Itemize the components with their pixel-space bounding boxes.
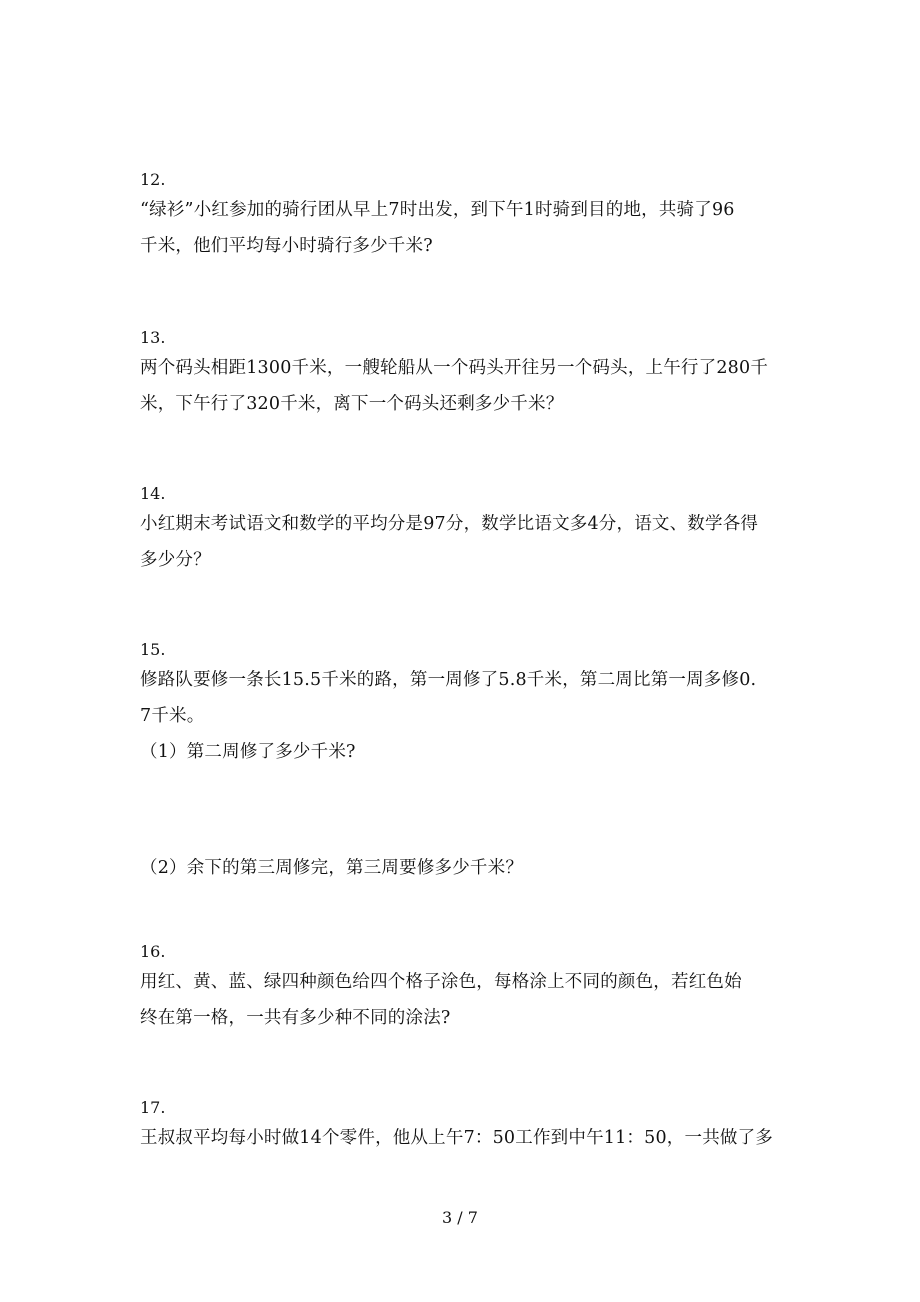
question-number: 12. — [140, 170, 166, 189]
question-text-line: 用红、黄、蓝、绿四种颜色给四个格子涂色，每格涂上不同的颜色，若红色始 — [140, 972, 742, 992]
question-16 — [140, 940, 780, 1036]
page-indicator: 3 / 7 — [442, 1208, 478, 1227]
question-12 — [140, 168, 780, 264]
question-text-line: 终在第一格，一共有多少种不同的涂法? — [140, 1008, 451, 1028]
question-text-line: 多少分？ — [140, 550, 211, 570]
sub-question-2-block — [140, 850, 780, 886]
question-text-line: 小红期末考试语文和数学的平均分是97分，数学比语文多4分，语文、数学各得 — [140, 514, 759, 534]
question-13 — [140, 326, 780, 422]
question-14 — [140, 482, 780, 578]
question-text-line: 修路队要修一条长15.5千米的路，第一周修了5.8千米，第二周比第一周多修0. — [140, 670, 757, 690]
question-text-line: 两个码头相距1300千米，一艘轮船从一个码头开往另一个码头，上午行了280千 — [140, 358, 769, 378]
question-17 — [140, 1096, 780, 1156]
sub-question-1: （1）第二周修了多少千米? — [140, 742, 356, 762]
question-text-line: “绿衫”小红参加的骑行团从早上7时出发，到下午1时骑到目的地，共骑了96 — [140, 200, 735, 220]
question-number: 15. — [140, 640, 166, 659]
question-number: 14. — [140, 484, 166, 503]
sub-question-2: （2）余下的第三周修完，第三周要修多少千米？ — [140, 858, 524, 878]
question-number: 13. — [140, 328, 166, 347]
question-text-line: 千米，他们平均每小时骑行多少千米? — [140, 236, 433, 256]
question-number: 16. — [140, 942, 166, 961]
question-text-line: 王叔叔平均每小时做14个零件，他从上午7：50工作到中午11：50，一共做了多 — [140, 1128, 774, 1148]
question-text-line: 7千米。 — [140, 706, 205, 726]
question-number: 17. — [140, 1098, 166, 1117]
question-15 — [140, 638, 780, 770]
question-text-line: 米，下午行了320千米，离下一个码头还剩多少千米？ — [140, 394, 564, 414]
